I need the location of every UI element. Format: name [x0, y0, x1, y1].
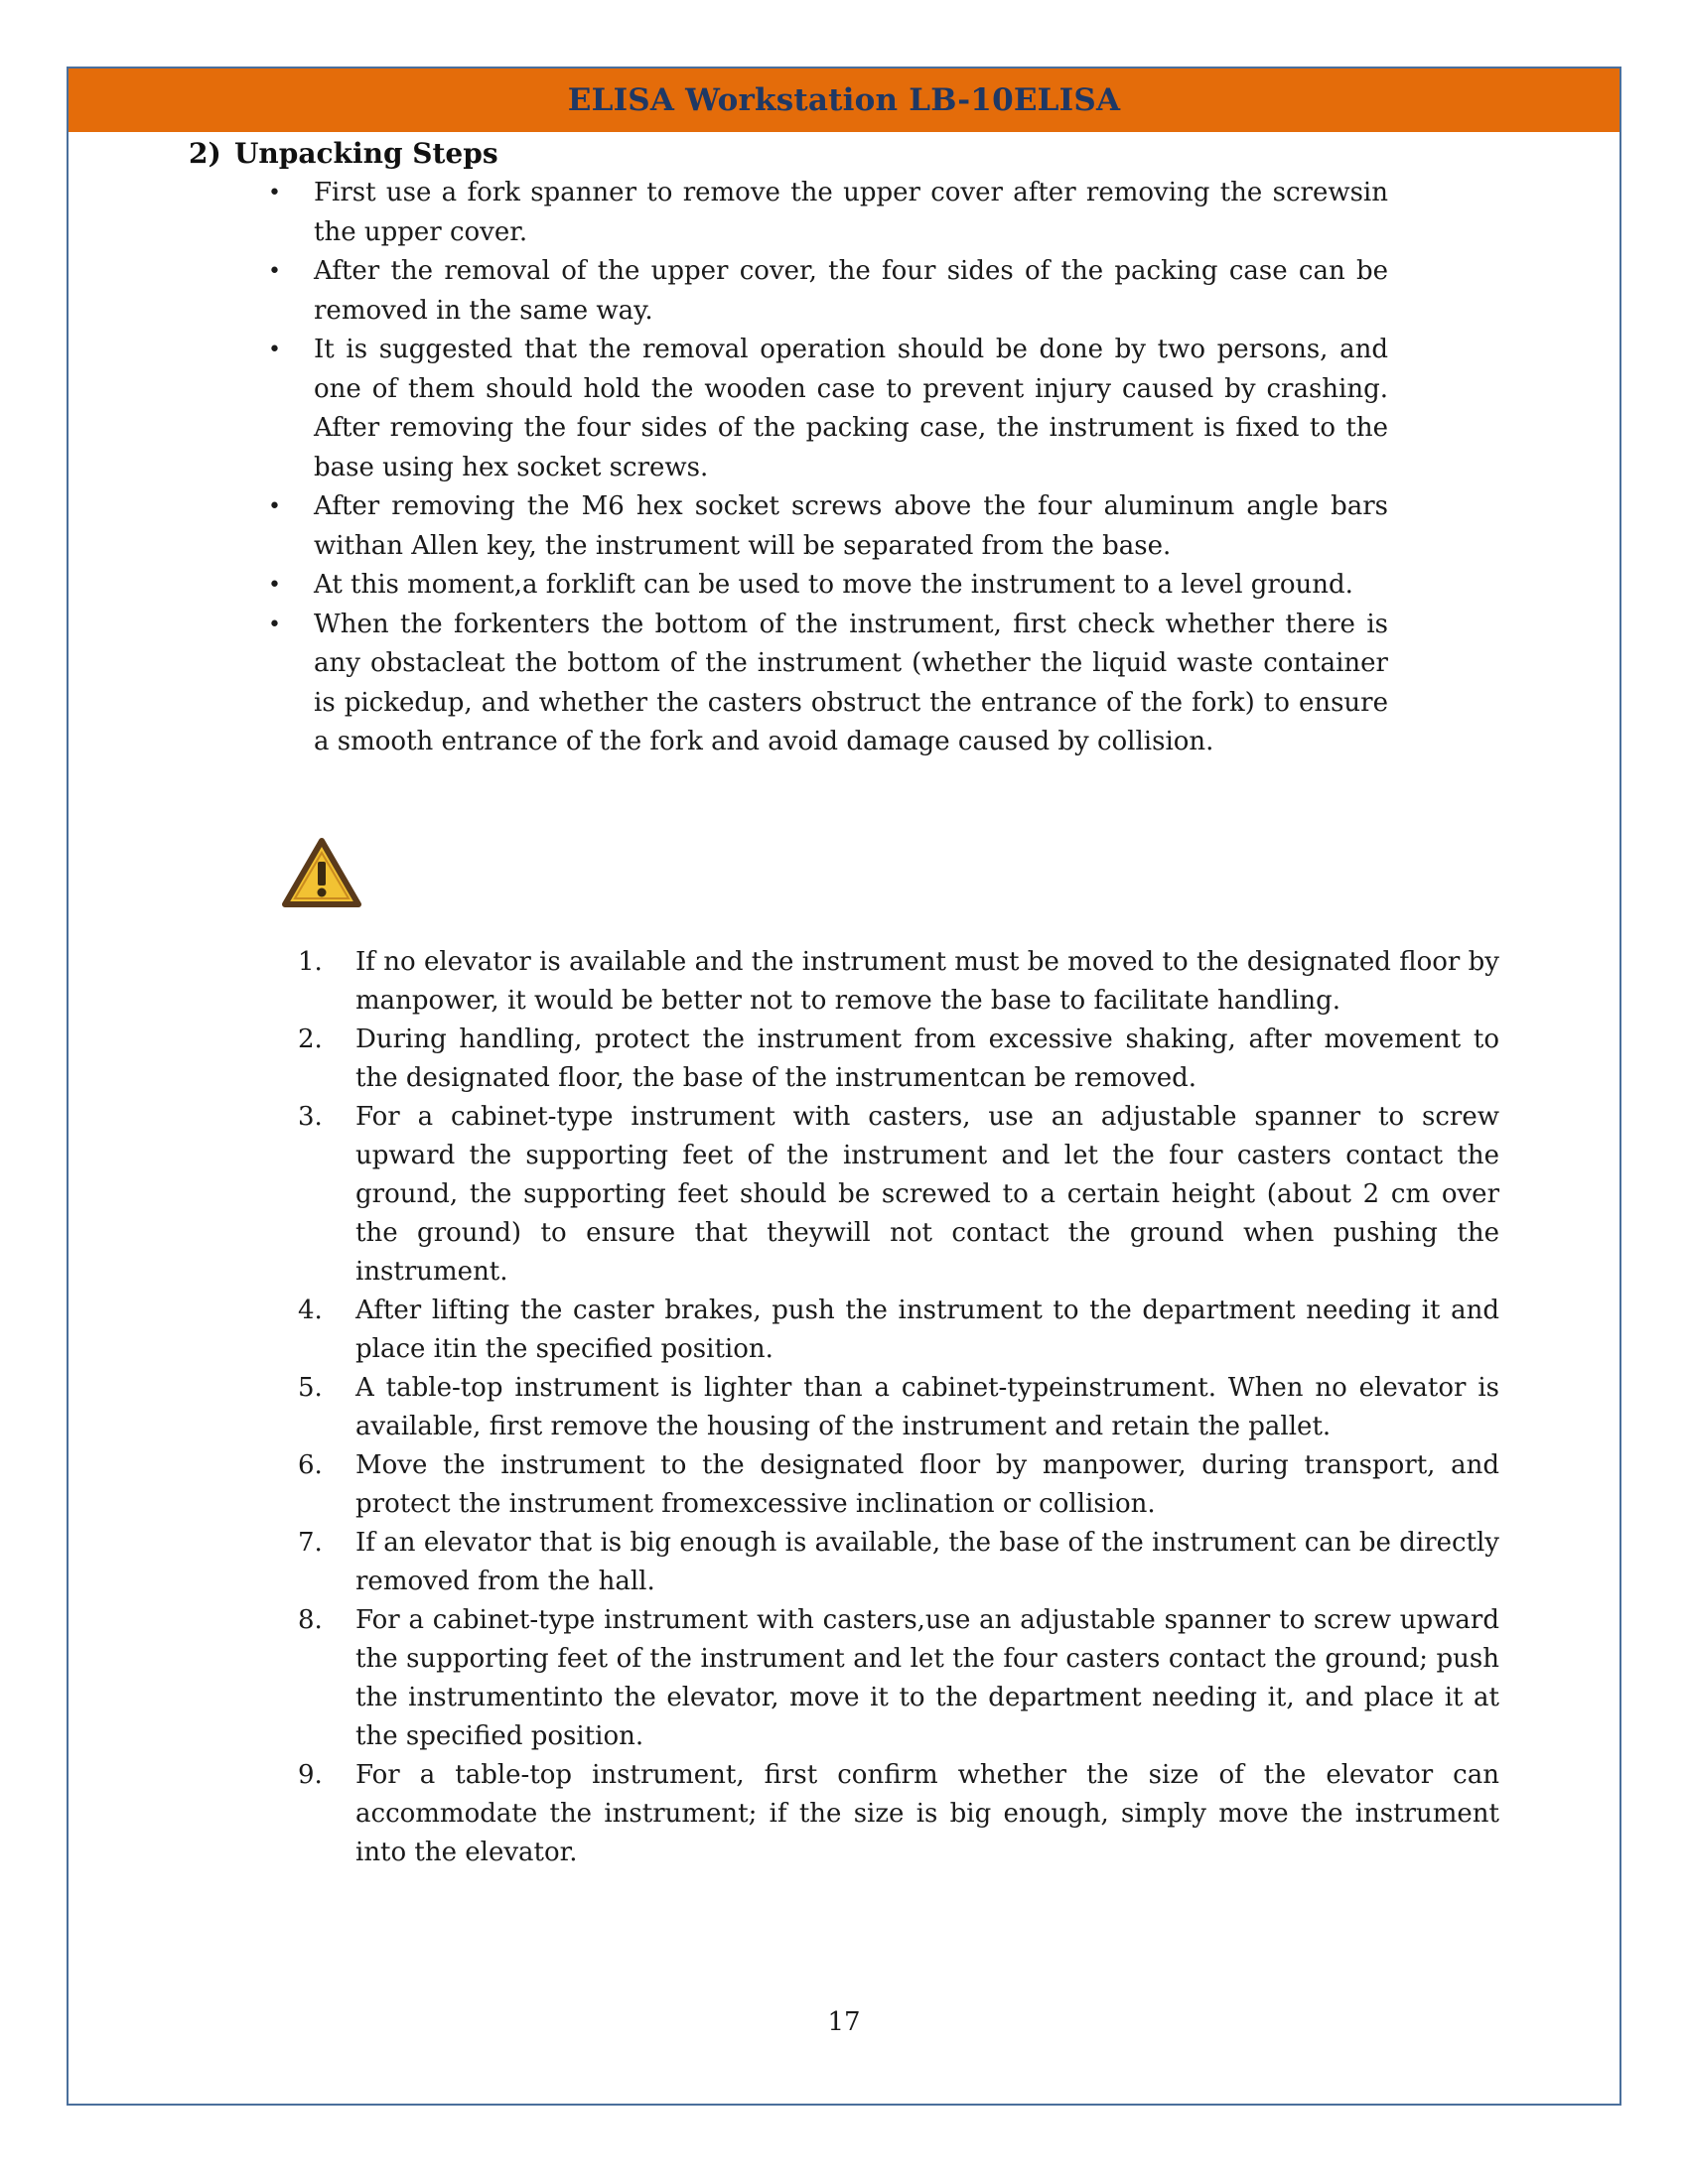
item-text: During handling, protect the instrument from excessive shaking, after movement to the designated floor, the base of the instrumentcan be removed.: [355, 1024, 1499, 1093]
item-index: 4.: [298, 1296, 323, 1325]
item-index: 1.: [298, 947, 323, 977]
bullet-text: First use a fork spanner to remove the upper cover after removing the screwsin the upper cover.: [314, 178, 1388, 247]
numbered-item: [298, 1021, 1499, 1098]
item-index: 6.: [298, 1450, 323, 1480]
bullet-item: [268, 487, 1388, 566]
numbered-item: [298, 1098, 1499, 1292]
item-index: 8.: [298, 1605, 323, 1635]
item-text: For a cabinet-type instrument with casters,use an adjustable spanner to screw upward the supporting feet of the instrument and let the four casters contact the ground; push the instrumentinto the elevator, move it to the department needing it, and place it at the specified position.: [355, 1605, 1499, 1751]
item-text: A table-top instrument is lighter than a cabinet-typeinstrument. When no elevator is available, first remove the housing of the instrument and retain the pallet.: [355, 1373, 1499, 1441]
bullet-dot: •: [268, 573, 281, 598]
bullet-dot: •: [268, 181, 281, 205]
bullet-text: It is suggested that the removal operation should be done by two persons, and one of them should hold the wooden case to prevent injury caused by crashing. After removing the four sides of the packing case, the instrument is fixed to the base using hex socket screws.: [314, 335, 1388, 482]
warning-triangle-icon: [281, 837, 362, 908]
item-index: 9.: [298, 1760, 323, 1790]
bullet-item: [268, 566, 1388, 606]
header-bar: [69, 68, 1619, 132]
bullet-item: [268, 606, 1388, 762]
unpacking-section: [189, 134, 1499, 762]
item-index: 7.: [298, 1528, 323, 1558]
item-text: For a table-top instrument, first confirm whether the size of the elevator can accommodate the instrument; if the size is big enough, simply move the instrument into the elevator.: [355, 1760, 1499, 1867]
numbered-item: [298, 1601, 1499, 1756]
section-heading: [189, 134, 1499, 174]
bullet-dot: •: [268, 612, 281, 637]
item-text: For a cabinet-type instrument with casters, use an adjustable spanner to screw upward the supporting feet of the instrument and let the four casters contact the ground, the supporting feet should be screwed to a certain height (about 2 cm over the ground) to ensure that theywill not contact the ground when pushing the instrument.: [355, 1102, 1499, 1287]
numbered-list: [298, 943, 1499, 1872]
bullet-text: When the forkenters the bottom of the instrument, first check whether there is any obstacleat the bottom of the instrument (whether the liquid waste container is pickedup, and whether the casters obstruct the entrance of the fork) to ensure a smooth entrance of the fork and avoid damage caused by collision.: [314, 609, 1388, 756]
bullet-dot: •: [268, 338, 281, 362]
numbered-item: [298, 1524, 1499, 1601]
document-title: ELISA Workstation LB-10ELISA: [567, 82, 1121, 118]
numbered-item: [298, 1369, 1499, 1446]
item-text: After lifting the caster brakes, push the instrument to the department needing it and place itin the specified position.: [355, 1296, 1499, 1364]
bullet-item: [268, 174, 1388, 252]
item-text: Move the instrument to the designated floor by manpower, during transport, and protect the instrument fromexcessive inclination or collision.: [355, 1450, 1499, 1519]
bullet-item: [268, 252, 1388, 331]
numbered-item: [298, 1446, 1499, 1524]
section-title: Unpacking Steps: [234, 137, 498, 170]
item-text: If an elevator that is big enough is available, the base of the instrument can be directly removed from the hall.: [355, 1528, 1499, 1596]
numbered-item: [298, 943, 1499, 1021]
page-number: 17: [827, 2007, 861, 2037]
numbered-item: [298, 1292, 1499, 1369]
item-index: 2.: [298, 1024, 323, 1054]
section-number: 2): [189, 137, 221, 170]
bullet-item: [268, 331, 1388, 487]
item-index: 3.: [298, 1102, 323, 1132]
bullet-text: At this moment,a forklift can be used to move the instrument to a level ground.: [314, 570, 1353, 600]
item-text: If no elevator is available and the instrument must be moved to the designated floor by manpower, it would be better not to remove the base to facilitate handling.: [355, 947, 1499, 1016]
bullet-dot: •: [268, 494, 281, 519]
bullet-text: After the removal of the upper cover, the four sides of the packing case can be removed in the same way.: [314, 256, 1388, 326]
numbered-item: [298, 1756, 1499, 1872]
bullet-text: After removing the M6 hex socket screws above the four aluminum angle bars withan Allen key, the instrument will be separated from the base.: [314, 491, 1388, 561]
bullet-list: [189, 174, 1499, 762]
bullet-dot: •: [268, 259, 281, 284]
item-index: 5.: [298, 1373, 323, 1403]
